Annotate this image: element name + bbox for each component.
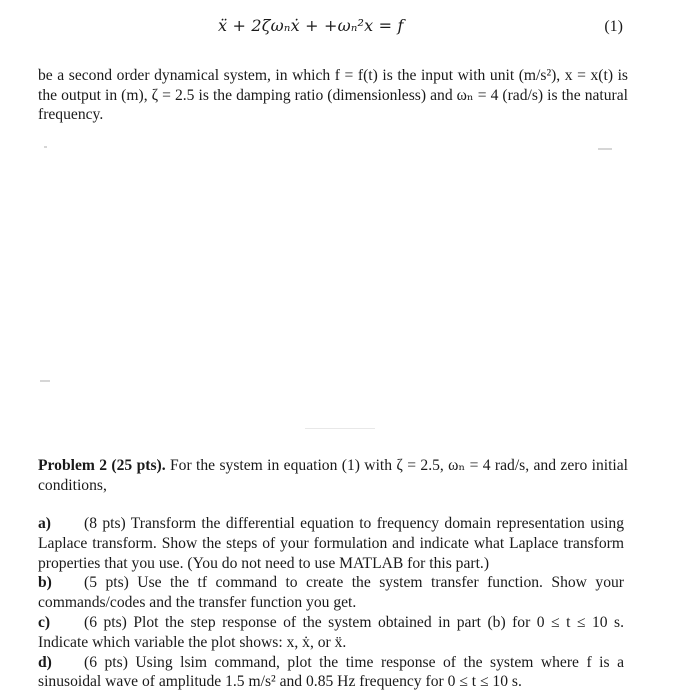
scan-artifact [44,146,47,148]
intro-paragraph: be a second order dynamical system, in which f = f(t) is the input with unit (m/s²), x = x(t) is the output in (m), ζ = 2.5 is the damping ratio (dimensionless) and ωₙ = 4 (rad/s) is the natural frequency. [38,67,628,123]
part-c [38,613,624,653]
part-b [38,573,624,613]
part-b-label: b) [38,574,52,592]
part-c-label: c) [38,613,51,631]
part-a-text: (8 pts) Transform the differential equation to frequency domain representation using Laplace transform. Show the steps of your formulation and indicate what Laplace transform properties that you use. (You do not need to use MATLAB for this part.) [38,515,624,572]
equation-number: (1) [604,18,623,35]
scan-artifact [598,148,612,150]
part-a-label: a) [38,515,51,532]
problem-parts-list [38,514,624,692]
part-d [38,653,624,693]
scan-artifact [40,380,50,382]
equation-1: ẍ + 2ζωₙẋ + +ωₙ²x = f [218,16,404,35]
part-d-text: (6 pts) Using lsim command, plot the time response of the system where f is a sinusoidal wave of amplitude 1.5 m/s² and 0.85 Hz frequency for 0 ≤ t ≤ 10 s. [38,653,624,691]
part-a [38,514,624,573]
equation-row [0,16,679,44]
part-c-text: (6 pts) Plot the step response of the system obtained in part (b) for 0 ≤ t ≤ 10 s. Indicate which variable the plot shows: x, ẋ, or ẍ. [38,613,624,651]
scan-artifact [305,428,375,429]
part-b-text: (5 pts) Use the tf command to create the system transfer function. Show your commands/codes and the transfer function you get. [38,574,624,612]
part-d-label: d) [38,653,52,671]
problem-2-statement [38,456,628,495]
problem-text: For the system in equation (1) with ζ = 2.5, ωₙ = 4 rad/s, and zero initial conditions, [38,457,628,494]
problem-heading: Problem 2 (25 pts). [38,457,166,474]
